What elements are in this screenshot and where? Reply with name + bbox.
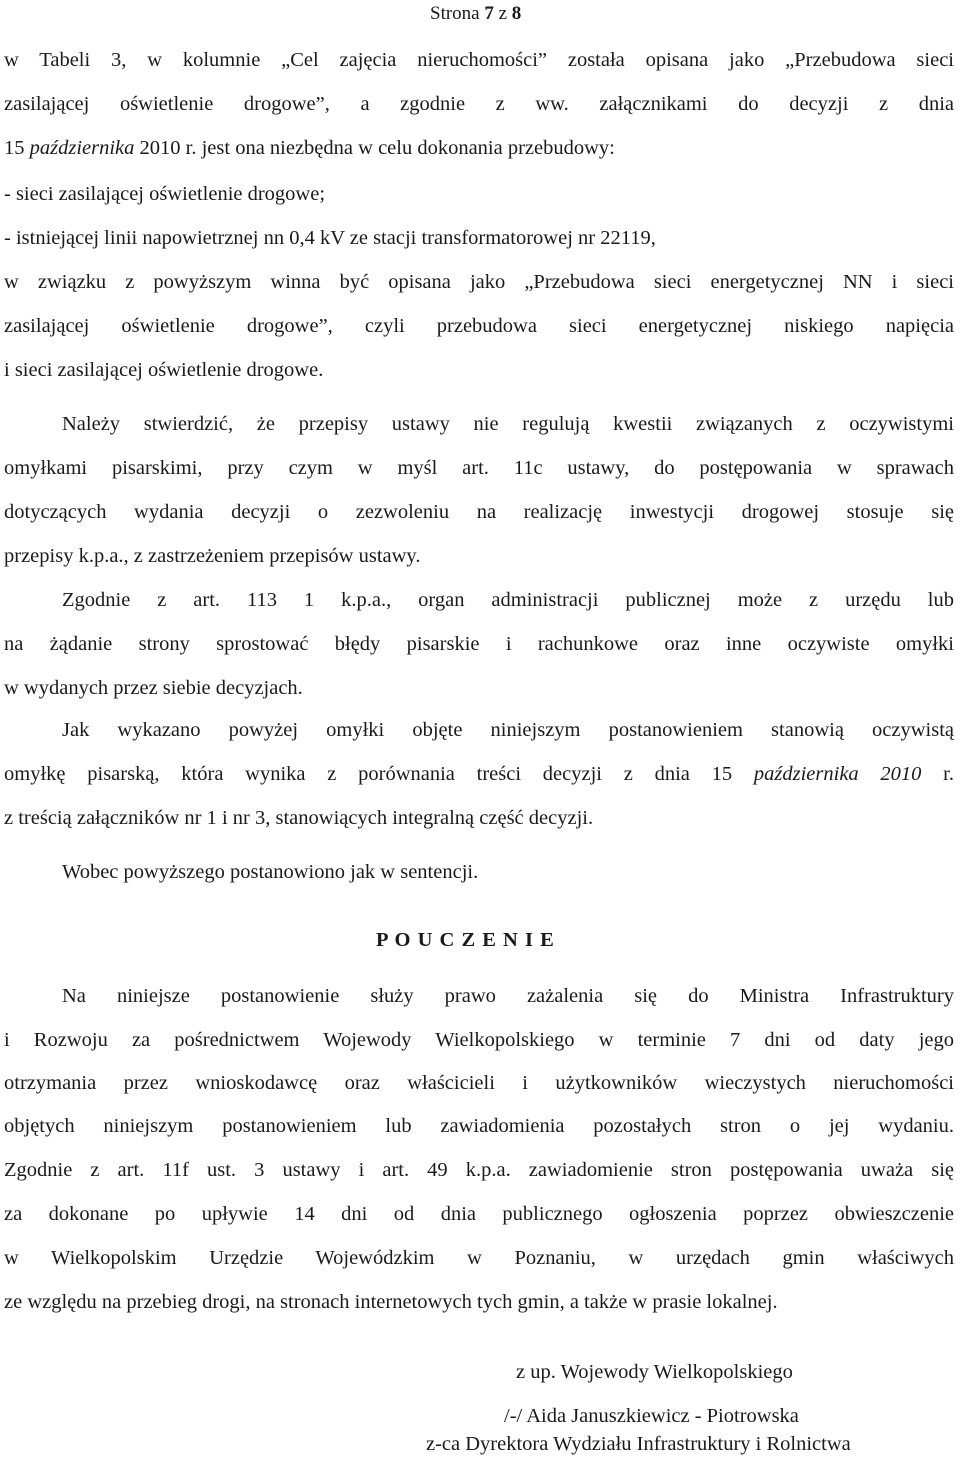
paragraph-line: Wobec powyższego postanowiono jak w sentencji. <box>62 861 479 883</box>
paragraph-line: w Tabeli 3, w kolumnie „Cel zajęcia nieruchomości” została opisana jako „Przebudowa sieci <box>4 49 954 71</box>
paragraph-line: Zgodnie z art. 11f ust. 3 ustawy i art. 49 k.p.a. zawiadomienie stron postępowania uważa się <box>4 1159 954 1181</box>
paragraph-line: otrzymania przez wnioskodawcę oraz właścicieli i użytkowników wieczystych nieruchomości <box>4 1072 954 1094</box>
paragraph-line: dotyczących wydania decyzji o zezwoleniu na realizację inwestycji drogowej stosuje się <box>4 501 954 523</box>
paragraph-line: 15 października 2010 r. jest ona niezbędna w celu dokonania przebudowy: <box>4 137 615 159</box>
paragraph-line: z treścią załączników nr 1 i nr 3, stanowiących integralną część decyzji. <box>4 807 594 829</box>
section-heading: P O U C Z E N I E <box>376 929 555 951</box>
paragraph-line: Zgodnie z art. 113 1 k.p.a., organ administracji publicznej może z urzędu lub <box>62 589 954 611</box>
paragraph-line: objętych niniejszym postanowieniem lub zawiadomienia pozostałych stron o jej wydaniu. <box>4 1115 954 1137</box>
paragraph-line: Jak wykazano powyżej omyłki objęte niniejszym postanowieniem stanowią oczywistą <box>62 719 954 741</box>
signature-title: z-ca Dyrektora Wydziału Infrastruktury i Rolnictwa <box>426 1433 851 1455</box>
paragraph-line: za dokonane po upływie 14 dni od dnia publicznego ogłoszenia poprzez obwieszczenie <box>4 1203 954 1225</box>
paragraph-line: omyłkę pisarską, która wynika z porównania treści decyzji z dnia 15 października 2010 r. <box>4 763 954 785</box>
paragraph-line: Na niniejsze postanowienie służy prawo zażalenia się do Ministra Infrastruktury <box>62 985 954 1007</box>
paragraph-line: ze względu na przebieg drogi, na stronach internetowych tych gmin, a także w prasie lokalnej. <box>4 1291 778 1313</box>
paragraph-line: i sieci zasilającej oświetlenie drogowe. <box>4 359 324 381</box>
list-item: - istniejącej linii napowietrznej nn 0,4 kV ze stacji transformatorowej nr 22119, <box>4 227 656 249</box>
paragraph-line: w Wielkopolskim Urzędzie Wojewódzkim w Poznaniu, w urzędach gmin właściwych <box>4 1247 954 1269</box>
list-item: - sieci zasilającej oświetlenie drogowe; <box>4 183 326 205</box>
paragraph-line: i Rozwoju za pośrednictwem Wojewody Wielkopolskiego w terminie 7 dni od daty jego <box>4 1029 954 1051</box>
page-total: 8 <box>511 3 522 24</box>
paragraph-line: omyłkami pisarskimi, przy czym w myśl art. 11c ustawy, do postępowania w sprawach <box>4 457 954 479</box>
page-label: Strona <box>430 3 480 24</box>
paragraph-line: przepisy k.p.a., z zastrzeżeniem przepisów ustawy. <box>4 545 421 567</box>
paragraph-line: w wydanych przez siebie decyzjach. <box>4 677 303 699</box>
signature-authority: z up. Wojewody Wielkopolskiego <box>516 1361 793 1383</box>
paragraph-line: w związku z powyższym winna być opisana jako „Przebudowa sieci energetycznej NN i sieci <box>4 271 954 293</box>
page-number <box>430 2 521 26</box>
signature-name: /-/ Aida Januszkiewicz - Piotrowska <box>504 1405 799 1427</box>
page-current: 7 <box>484 3 494 24</box>
paragraph-line: zasilającej oświetlenie drogowe”, czyli przebudowa sieci energetycznej niskiego napięcia <box>4 315 954 337</box>
page-separator: z <box>498 3 508 24</box>
paragraph-line: Należy stwierdzić, że przepisy ustawy nie regulują kwestii związanych z oczywistymi <box>62 413 954 435</box>
paragraph-line: zasilającej oświetlenie drogowe”, a zgodnie z ww. załącznikami do decyzji z dnia <box>4 93 954 115</box>
date-month: października <box>29 137 135 159</box>
date-month: października 2010 <box>753 763 922 785</box>
paragraph-line: na żądanie strony sprostować błędy pisarskie i rachunkowe oraz inne oczywiste omyłki <box>4 633 954 655</box>
